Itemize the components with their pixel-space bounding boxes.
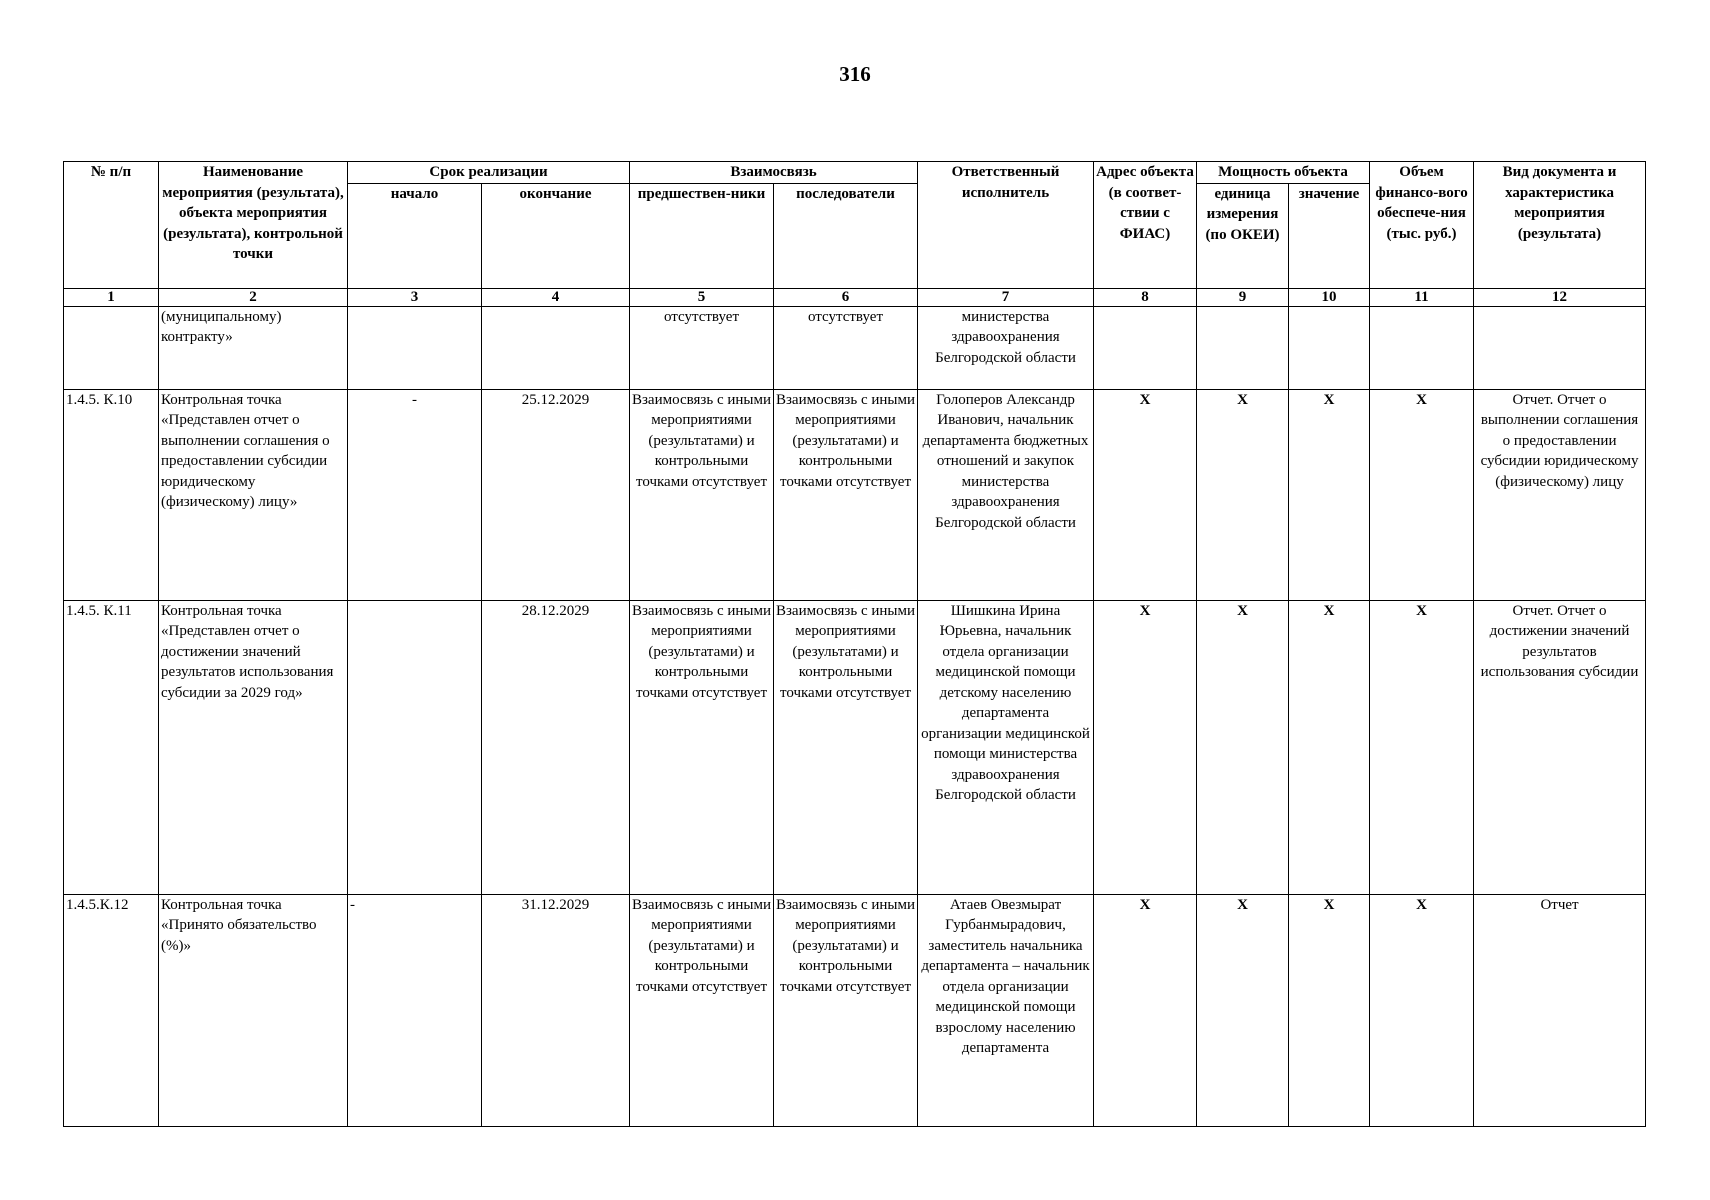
header-capacity-value: значение xyxy=(1289,183,1370,288)
row-no xyxy=(64,306,159,389)
table-row xyxy=(64,600,1646,894)
header-doc-type: Вид документа и характеристика мероприятия (результата) xyxy=(1474,162,1646,289)
header-term-end: окончание xyxy=(482,183,630,288)
row-start: - xyxy=(348,389,482,600)
row-doc xyxy=(1474,306,1646,389)
header-name: Наименование мероприятия (результата), объекта мероприятия (результата), контрольной точки xyxy=(159,162,348,289)
row-finance: X xyxy=(1370,600,1474,894)
row-value: X xyxy=(1289,389,1370,600)
control-points-table xyxy=(63,161,1646,1127)
header-responsible: Ответственный исполнитель xyxy=(918,162,1094,289)
header-no: № п/п xyxy=(64,162,159,289)
row-address: X xyxy=(1094,894,1197,1126)
row-finance: X xyxy=(1370,894,1474,1126)
row-end xyxy=(482,306,630,389)
row-start xyxy=(348,306,482,389)
row-responsible: Голоперов Александр Иванович, начальник департамента бюджетных отношений и закупок министерства здравоохранения Белгородской области xyxy=(918,389,1094,600)
row-end: 31.12.2029 xyxy=(482,894,630,1126)
header-capacity-unit: единица измерения (по ОКЕИ) xyxy=(1197,183,1289,288)
header-link: Взаимосвязь xyxy=(630,162,918,184)
column-number: 7 xyxy=(918,288,1094,306)
column-number: 4 xyxy=(482,288,630,306)
column-number: 10 xyxy=(1289,288,1370,306)
row-responsible: Шишкина Ирина Юрьевна, начальник отдела организации медицинской помощи детскому населению департамента организации медицинской помощи министерства здравоохранения Белгородской области xyxy=(918,600,1094,894)
column-number: 2 xyxy=(159,288,348,306)
header-term-start: начало xyxy=(348,183,482,288)
column-number: 1 xyxy=(64,288,159,306)
column-number: 8 xyxy=(1094,288,1197,306)
row-start: - xyxy=(348,894,482,1126)
column-number: 5 xyxy=(630,288,774,306)
row-name: (муниципальному) контракту» xyxy=(159,306,348,389)
row-name: Контрольная точка «Принято обязательство (%)» xyxy=(159,894,348,1126)
header-term: Срок реализации xyxy=(348,162,630,184)
header-capacity: Мощность объекта xyxy=(1197,162,1370,184)
column-number: 6 xyxy=(774,288,918,306)
table-row xyxy=(64,306,1646,389)
row-doc: Отчет xyxy=(1474,894,1646,1126)
row-responsible: министерства здравоохранения Белгородской области xyxy=(918,306,1094,389)
row-address xyxy=(1094,306,1197,389)
row-finance: X xyxy=(1370,389,1474,600)
row-finance xyxy=(1370,306,1474,389)
row-unit: X xyxy=(1197,894,1289,1126)
header-finance: Объем финансо-вого обеспече-ния (тыс. руб.) xyxy=(1370,162,1474,289)
row-successors: отсутствует xyxy=(774,306,918,389)
row-value: X xyxy=(1289,600,1370,894)
row-predecessors: Взаимосвязь с иными мероприятиями (результатами) и контрольными точками отсутствует xyxy=(630,389,774,600)
row-predecessors: Взаимосвязь с иными мероприятиями (результатами) и контрольными точками отсутствует xyxy=(630,600,774,894)
row-doc: Отчет. Отчет о достижении значений результатов использования субсидии xyxy=(1474,600,1646,894)
header-link-pred: предшествен-ники xyxy=(630,183,774,288)
table-header xyxy=(64,162,1646,307)
row-no: 1.4.5. К.11 xyxy=(64,600,159,894)
row-predecessors: Взаимосвязь с иными мероприятиями (результатами) и контрольными точками отсутствует xyxy=(630,894,774,1126)
row-name: Контрольная точка «Представлен отчет о достижении значений результатов использования субсидии за 2029 год» xyxy=(159,600,348,894)
row-unit: X xyxy=(1197,389,1289,600)
row-end: 25.12.2029 xyxy=(482,389,630,600)
row-predecessors: отсутствует xyxy=(630,306,774,389)
row-responsible: Атаев Овезмырат Гурбанмырадович, заместитель начальника департамента – начальник отдела организации медицинской помощи взрослому населению департамента xyxy=(918,894,1094,1126)
table-row xyxy=(64,894,1646,1126)
row-no: 1.4.5. К.10 xyxy=(64,389,159,600)
page-number: 316 xyxy=(839,62,871,86)
table-row xyxy=(64,389,1646,600)
row-unit: X xyxy=(1197,600,1289,894)
column-number: 9 xyxy=(1197,288,1289,306)
column-number: 11 xyxy=(1370,288,1474,306)
row-successors: Взаимосвязь с иными мероприятиями (результатами) и контрольными точками отсутствует xyxy=(774,600,918,894)
header-link-succ: последователи xyxy=(774,183,918,288)
column-number-row xyxy=(64,288,1646,306)
row-no: 1.4.5.К.12 xyxy=(64,894,159,1126)
row-address: X xyxy=(1094,600,1197,894)
column-number: 12 xyxy=(1474,288,1646,306)
row-address: X xyxy=(1094,389,1197,600)
row-name: Контрольная точка «Представлен отчет о выполнении соглашения о предоставлении субсидии юридическому (физическому) лицу» xyxy=(159,389,348,600)
row-end: 28.12.2029 xyxy=(482,600,630,894)
row-successors: Взаимосвязь с иными мероприятиями (результатами) и контрольными точками отсутствует xyxy=(774,894,918,1126)
row-start xyxy=(348,600,482,894)
column-number: 3 xyxy=(348,288,482,306)
header-address: Адрес объекта (в соответ-ствии с ФИАС) xyxy=(1094,162,1197,289)
row-successors: Взаимосвязь с иными мероприятиями (результатами) и контрольными точками отсутствует xyxy=(774,389,918,600)
row-unit xyxy=(1197,306,1289,389)
row-value: X xyxy=(1289,894,1370,1126)
row-doc: Отчет. Отчет о выполнении соглашения о предоставлении субсидии юридическому (физическому) лицу xyxy=(1474,389,1646,600)
row-value xyxy=(1289,306,1370,389)
